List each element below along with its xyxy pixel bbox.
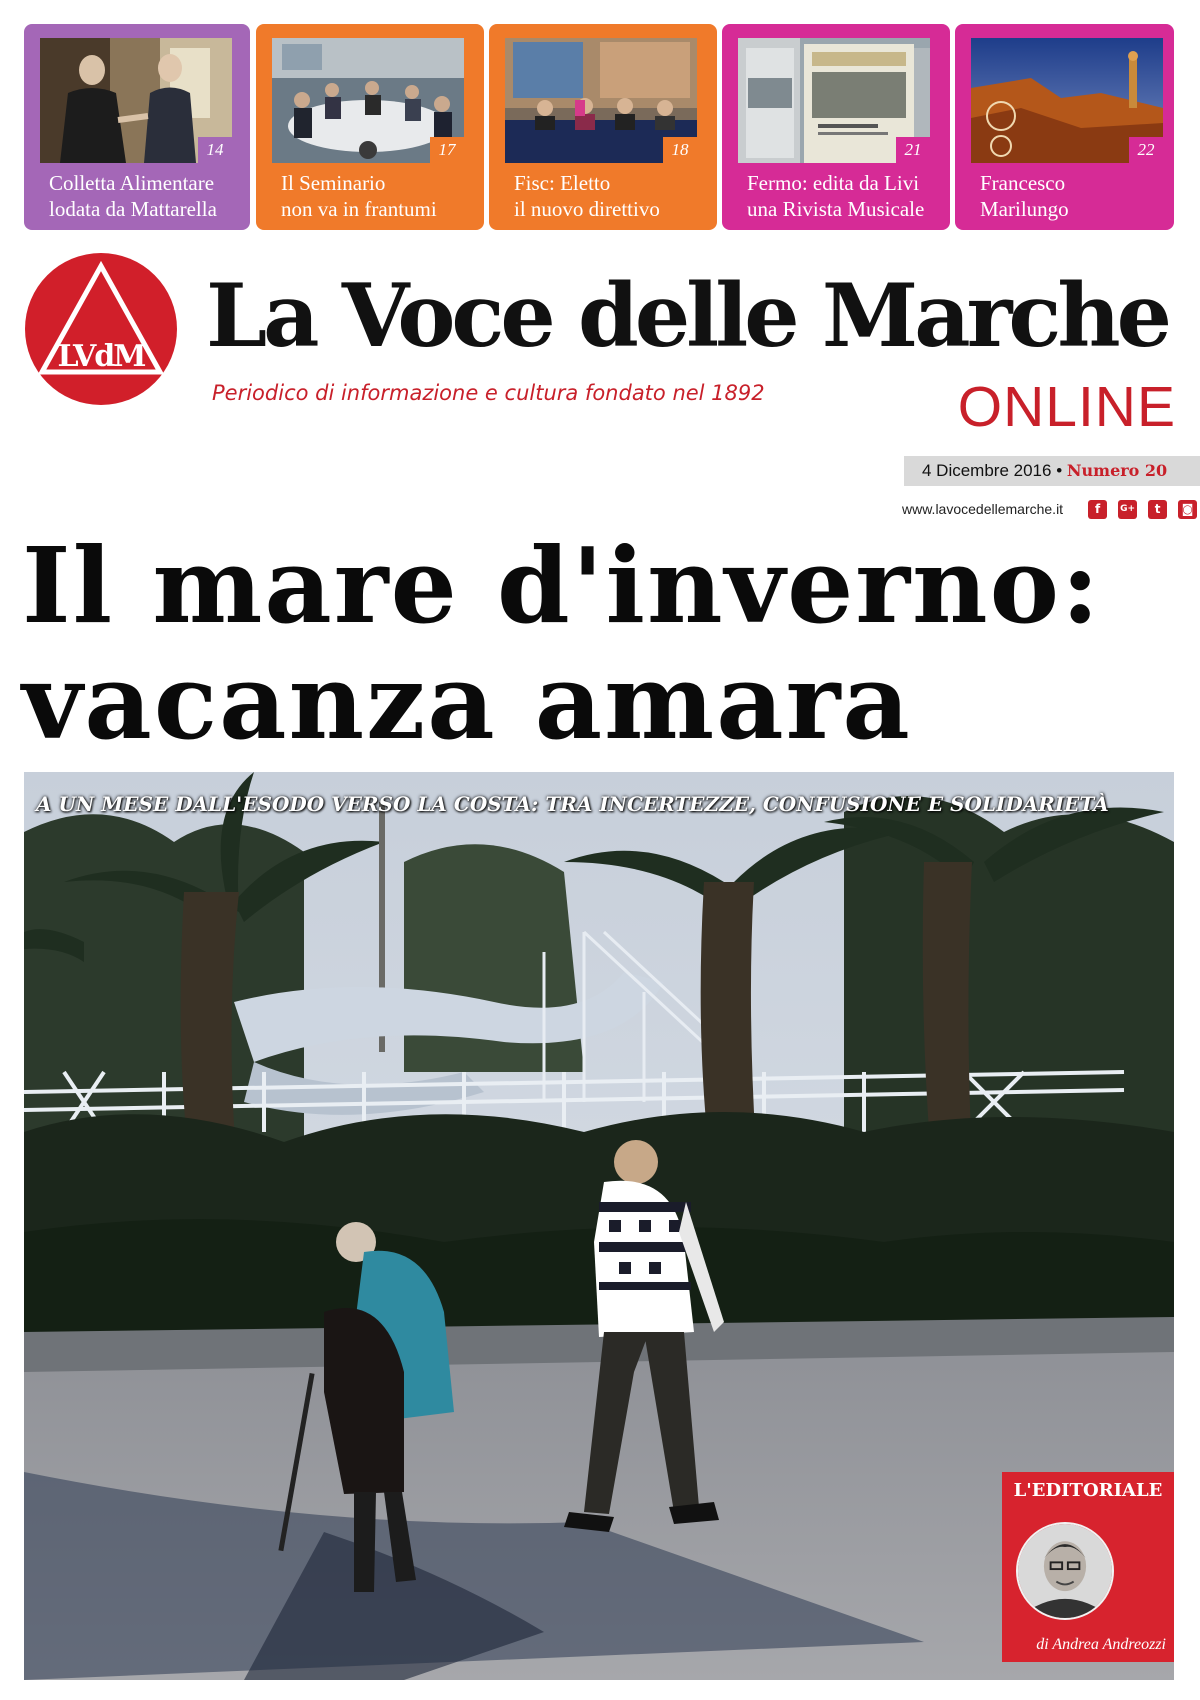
- teaser-title-line-1: Fermo: edita da Livi: [747, 171, 920, 195]
- page-number: 14: [198, 137, 232, 163]
- website-link[interactable]: www.lavocedellemarche.it: [902, 501, 1064, 517]
- page-number: 18: [663, 137, 697, 163]
- teaser-title: [49, 170, 244, 222]
- teaser-title-line-1: Il Seminario: [281, 171, 386, 195]
- facebook-icon[interactable]: f: [1088, 500, 1107, 519]
- teaser-thumbnail: [505, 38, 697, 163]
- teaser-colletta-alimentare[interactable]: [24, 24, 250, 230]
- teaser-title-line-2: il nuovo direttivo: [514, 197, 660, 221]
- teaser-fisc[interactable]: [489, 24, 717, 230]
- page-number: 22: [1129, 137, 1163, 163]
- teaser-title-line-1: Francesco: [980, 171, 1066, 195]
- headline-line-1: Il mare d'inverno:: [22, 524, 1102, 647]
- issue-number: Numero 20: [1066, 461, 1168, 480]
- teaser-thumbnail: [40, 38, 232, 163]
- web-and-social: [902, 498, 1197, 520]
- teaser-seminario[interactable]: [256, 24, 484, 230]
- teaser-rivista-musicale[interactable]: [722, 24, 950, 230]
- issue-bar: [904, 456, 1200, 486]
- publication-tagline: Periodico di informazione e cultura fondato nel 1892: [212, 381, 765, 405]
- instagram-icon[interactable]: ◙: [1178, 500, 1197, 519]
- teaser-title: [281, 170, 476, 222]
- teaser-title-line-2: una Rivista Musicale: [747, 197, 925, 221]
- publication-logo[interactable]: [24, 252, 178, 406]
- editorial-box[interactable]: [1002, 1472, 1174, 1662]
- teaser-marilungo[interactable]: [955, 24, 1174, 230]
- teaser-strip: [24, 24, 1174, 230]
- publication-title: La Voce delle Marche: [206, 264, 1169, 367]
- teaser-thumbnail: [272, 38, 464, 163]
- teaser-thumbnail: [738, 38, 930, 163]
- issue-date: 4 Dicembre 2016: [922, 461, 1052, 480]
- editorial-label: L'EDITORIALE: [1013, 1480, 1163, 1501]
- teaser-title: [980, 170, 1174, 222]
- teaser-title-line-2: non va in frantumi: [281, 197, 437, 221]
- editorial-author: di Andrea Andreozzi: [1036, 1636, 1166, 1653]
- twitter-icon[interactable]: t: [1148, 500, 1167, 519]
- headline-line-2: vacanza amara: [22, 640, 912, 763]
- page-number: 21: [896, 137, 930, 163]
- page-number: 17: [430, 137, 464, 163]
- teaser-title-line-1: Colletta Alimentare: [49, 171, 215, 195]
- google-plus-icon[interactable]: G+: [1118, 500, 1137, 519]
- teaser-title-line-2: Marilungo: [980, 197, 1069, 221]
- teaser-title-line-1: Fisc: Eletto: [514, 171, 611, 195]
- teaser-title-line-2: lodata da Mattarella: [49, 197, 217, 221]
- teaser-title: [747, 170, 942, 222]
- logo-monogram: LVdM: [57, 339, 145, 374]
- photo-kicker: A UN MESE DALL'ESODO VERSO LA COSTA: TRA INCERTEZZE, CONFUSIONE E SOLIDARIETÀ: [36, 792, 1109, 816]
- online-label: ONLINE: [957, 375, 1176, 439]
- issue-separator: •: [1051, 461, 1067, 480]
- teaser-thumbnail: [971, 38, 1163, 163]
- teaser-title: [514, 170, 709, 222]
- author-portrait: [1016, 1522, 1114, 1620]
- main-headline[interactable]: [22, 524, 1192, 763]
